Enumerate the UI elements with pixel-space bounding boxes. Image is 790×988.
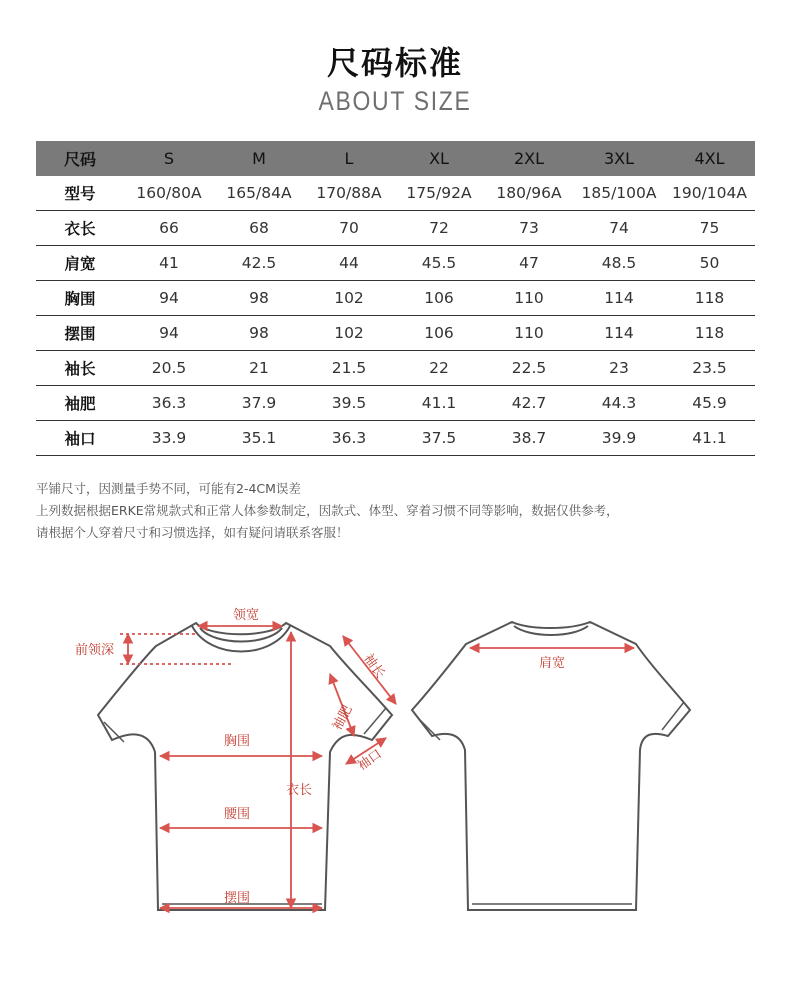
size-row-label: 肩宽 xyxy=(36,246,124,281)
size-cell: 38.7 xyxy=(484,421,574,456)
size-row xyxy=(36,176,755,211)
size-row xyxy=(36,211,755,246)
size-row-label: 衣长 xyxy=(36,211,124,246)
label-collar-width: 领宽 xyxy=(232,608,260,623)
size-row xyxy=(36,316,755,351)
size-cell: 170/88A xyxy=(304,176,394,211)
size-row-label: 摆围 xyxy=(36,316,124,351)
label-sleeve-length: 袖长 xyxy=(360,651,388,682)
size-cell: 44.3 xyxy=(574,386,664,421)
size-cell: 180/96A xyxy=(484,176,574,211)
size-cell: 50 xyxy=(664,246,755,281)
size-cell: 35.1 xyxy=(214,421,304,456)
size-header-row xyxy=(36,141,755,176)
label-front-collar-depth: 前领深 xyxy=(75,643,115,658)
size-cell: 36.3 xyxy=(124,386,214,421)
label-sleeve-width: 袖肥 xyxy=(330,703,356,734)
label-chest: 胸围 xyxy=(223,734,251,749)
note-line: 请根据个人穿着尺寸和习惯选择，如有疑问请联系客服！ xyxy=(36,525,349,540)
size-cell: 94 xyxy=(124,281,214,316)
size-cell: 114 xyxy=(574,316,664,351)
size-cell: 73 xyxy=(484,211,574,246)
size-cell: 41.1 xyxy=(394,386,484,421)
size-cell: 21.5 xyxy=(304,351,394,386)
size-cell: 42.7 xyxy=(484,386,574,421)
size-header-cell: M xyxy=(214,141,304,176)
size-cell: 98 xyxy=(214,281,304,316)
size-cell: 74 xyxy=(574,211,664,246)
size-table xyxy=(36,141,755,456)
size-cell: 190/104A xyxy=(664,176,755,211)
size-header-cell: XL xyxy=(394,141,484,176)
size-cell: 45.9 xyxy=(664,386,755,421)
size-cell: 39.9 xyxy=(574,421,664,456)
size-header-cell: 2XL xyxy=(484,141,574,176)
front-tshirt-illustration xyxy=(98,623,392,910)
size-cell: 165/84A xyxy=(214,176,304,211)
label-shoulder: 肩宽 xyxy=(538,656,566,671)
size-notes xyxy=(36,478,619,544)
size-cell: 106 xyxy=(394,281,484,316)
size-cell: 36.3 xyxy=(304,421,394,456)
label-cuff: 袖口 xyxy=(354,746,385,774)
size-cell: 22.5 xyxy=(484,351,574,386)
size-row-label: 胸围 xyxy=(36,281,124,316)
size-cell: 33.9 xyxy=(124,421,214,456)
size-row xyxy=(36,246,755,281)
size-cell: 175/92A xyxy=(394,176,484,211)
size-row-label: 型号 xyxy=(36,176,124,211)
size-cell: 41.1 xyxy=(664,421,755,456)
size-cell: 37.9 xyxy=(214,386,304,421)
size-cell: 39.5 xyxy=(304,386,394,421)
size-row xyxy=(36,351,755,386)
size-cell: 20.5 xyxy=(124,351,214,386)
size-row-label: 袖长 xyxy=(36,351,124,386)
size-header-cell: 3XL xyxy=(574,141,664,176)
size-cell: 98 xyxy=(214,316,304,351)
size-cell: 45.5 xyxy=(394,246,484,281)
size-row xyxy=(36,386,755,421)
size-cell: 23 xyxy=(574,351,664,386)
size-cell: 118 xyxy=(664,316,755,351)
size-cell: 185/100A xyxy=(574,176,664,211)
size-row xyxy=(36,281,755,316)
size-cell: 68 xyxy=(214,211,304,246)
page-subtitle: ABOUT SIZE xyxy=(318,86,472,116)
note-line: 平铺尺寸，因测量手势不同，可能有2-4CM误差 xyxy=(36,481,301,496)
size-cell: 118 xyxy=(664,281,755,316)
size-cell: 42.5 xyxy=(214,246,304,281)
size-cell: 114 xyxy=(574,281,664,316)
size-cell: 23.5 xyxy=(664,351,755,386)
size-header-cell: S xyxy=(124,141,214,176)
size-cell: 41 xyxy=(124,246,214,281)
size-row-label: 袖肥 xyxy=(36,386,124,421)
size-cell: 70 xyxy=(304,211,394,246)
size-cell: 48.5 xyxy=(574,246,664,281)
size-cell: 102 xyxy=(304,316,394,351)
size-cell: 75 xyxy=(664,211,755,246)
size-cell: 160/80A xyxy=(124,176,214,211)
size-header-cell: 4XL xyxy=(664,141,755,176)
size-cell: 21 xyxy=(214,351,304,386)
size-cell: 66 xyxy=(124,211,214,246)
size-cell: 110 xyxy=(484,316,574,351)
size-header-cell: L xyxy=(304,141,394,176)
size-row xyxy=(36,421,755,456)
size-cell: 37.5 xyxy=(394,421,484,456)
note-line: 上列数据根据ERKE常规款式和正常人体参数制定，因款式、体型、穿着习惯不同等影响，数据仅供参考， xyxy=(36,503,619,518)
size-cell: 44 xyxy=(304,246,394,281)
label-hem: 摆围 xyxy=(223,891,251,906)
label-waist: 腰围 xyxy=(223,807,251,822)
size-cell: 47 xyxy=(484,246,574,281)
size-cell: 106 xyxy=(394,316,484,351)
page-title: 尺码标准 xyxy=(326,44,463,82)
size-cell: 22 xyxy=(394,351,484,386)
measurement-diagram xyxy=(0,590,790,920)
label-body-length: 衣长 xyxy=(286,783,313,798)
size-row-label: 袖口 xyxy=(36,421,124,456)
size-cell: 94 xyxy=(124,316,214,351)
size-cell: 110 xyxy=(484,281,574,316)
size-header-label: 尺码 xyxy=(36,141,124,176)
size-cell: 72 xyxy=(394,211,484,246)
size-cell: 102 xyxy=(304,281,394,316)
